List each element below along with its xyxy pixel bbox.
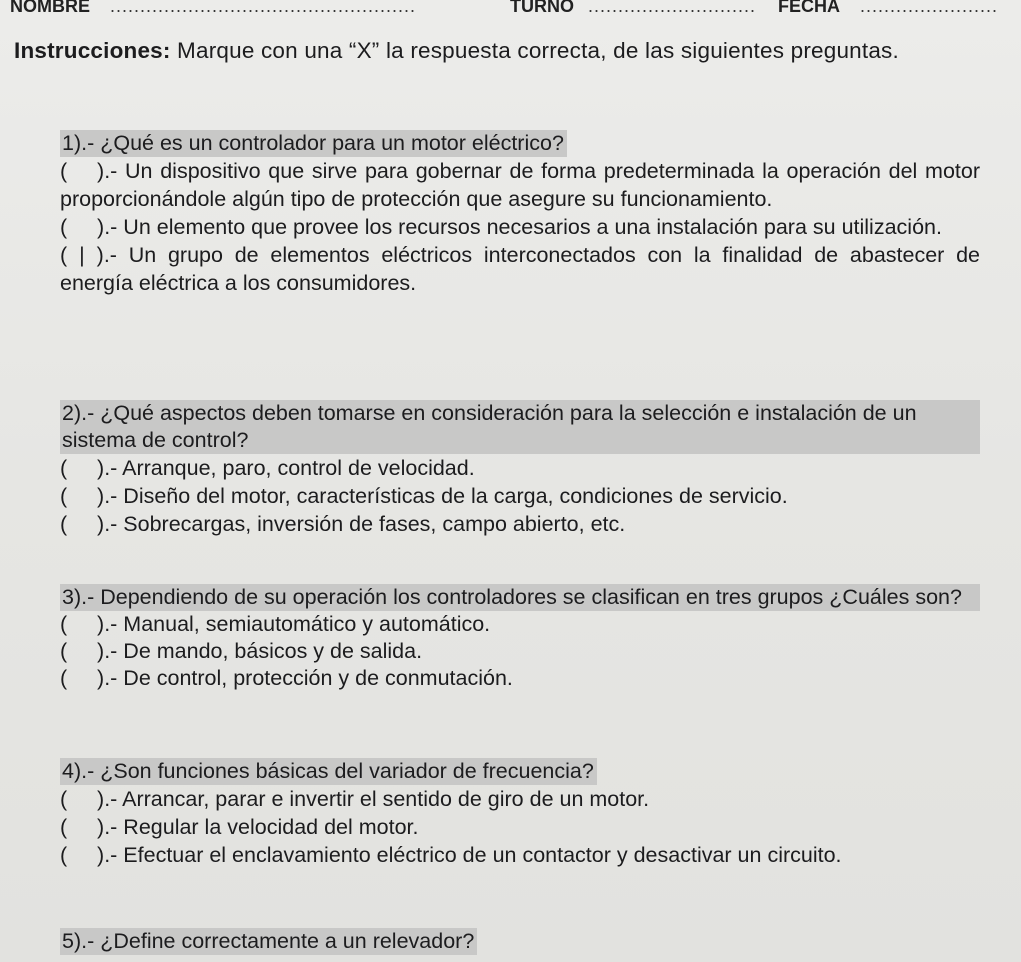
answer-blank[interactable]: ( ) xyxy=(60,612,105,636)
fecha-label: FECHA xyxy=(778,0,840,16)
question-3-title: 3).- Dependiendo de su operación los controladores se clasifican en tres grupos ¿Cuáles son? xyxy=(60,584,980,611)
instructions xyxy=(14,36,994,65)
question-2-title: 2).- ¿Qué aspectos deben tomarse en consideración para la selección e instalación de un sistema de control? xyxy=(60,400,980,454)
answer-blank[interactable]: ( ) xyxy=(60,787,105,811)
question-1-option-3[interactable]: ( | ).- Un grupo de elementos eléctricos interconectados con la finalidad de abastecer de energía eléctrica a los consumidores. xyxy=(60,243,980,295)
instructions-text: Marque con una “X” la respuesta correcta, de las siguientes preguntas. xyxy=(177,38,899,63)
question-4 xyxy=(60,758,980,869)
answer-blank[interactable]: ( ) xyxy=(60,159,105,183)
turno-label: TURNO xyxy=(510,0,574,16)
question-1 xyxy=(60,130,980,297)
answer-blank[interactable]: ( ) xyxy=(60,456,105,480)
question-3-option-2[interactable]: ( ).- De mando, básicos y de salida. xyxy=(60,639,423,663)
question-1-title: 1).- ¿Qué es un controlador para un motor eléctrico? xyxy=(60,130,567,157)
question-1-option-1[interactable]: ( ).- Un dispositivo que sirve para gobernar de forma predeterminada la operación del motor proporcionándole algún tipo de protección que asegure su funcionamiento. xyxy=(60,159,980,211)
question-4-option-2[interactable]: ( ).- Regular la velocidad del motor. xyxy=(60,815,419,839)
name-label: NOMBRE xyxy=(10,0,90,16)
question-5 xyxy=(60,928,980,955)
answer-blank[interactable]: ( ) xyxy=(60,639,105,663)
question-4-option-3[interactable]: ( ).- Efectuar el enclavamiento eléctrico de un contactor y desactivar un circuito. xyxy=(60,843,842,867)
answer-blank[interactable]: ( ) xyxy=(60,843,105,867)
question-3-option-3[interactable]: ( ).- De control, protección y de conmutación. xyxy=(60,666,513,690)
name-blank: ................................................... xyxy=(110,0,417,16)
answer-blank[interactable]: ( | ) xyxy=(60,243,104,267)
answer-blank[interactable]: ( ) xyxy=(60,512,105,536)
instructions-label: Instrucciones: xyxy=(14,38,171,63)
question-4-title: 4).- ¿Son funciones básicas del variador de frecuencia? xyxy=(60,758,597,785)
question-2 xyxy=(60,400,980,538)
question-1-option-2[interactable]: ( ).- Un elemento que provee los recursos necesarios a una instalación para su utilización. xyxy=(60,215,942,239)
question-2-option-2[interactable]: ( ).- Diseño del motor, características de la carga, condiciones de servicio. xyxy=(60,484,788,508)
answer-blank[interactable]: ( ) xyxy=(60,215,105,239)
answer-blank[interactable]: ( ) xyxy=(60,484,105,508)
question-3 xyxy=(60,584,980,692)
question-5-title: 5).- ¿Define correctamente a un relevador? xyxy=(60,928,477,955)
turno-blank: ............................ xyxy=(588,0,757,16)
question-2-option-3[interactable]: ( ).- Sobrecargas, inversión de fases, campo abierto, etc. xyxy=(60,512,626,536)
header-line xyxy=(10,0,1010,20)
question-2-option-1[interactable]: ( ).- Arranque, paro, control de velocidad. xyxy=(60,456,475,480)
answer-blank[interactable]: ( ) xyxy=(60,666,105,690)
answer-blank[interactable]: ( ) xyxy=(60,815,105,839)
fecha-blank: ....................... xyxy=(860,0,999,16)
question-3-option-1[interactable]: ( ).- Manual, semiautomático y automático. xyxy=(60,612,491,636)
question-4-option-1[interactable]: ( ).- Arrancar, parar e invertir el sentido de giro de un motor. xyxy=(60,787,650,811)
